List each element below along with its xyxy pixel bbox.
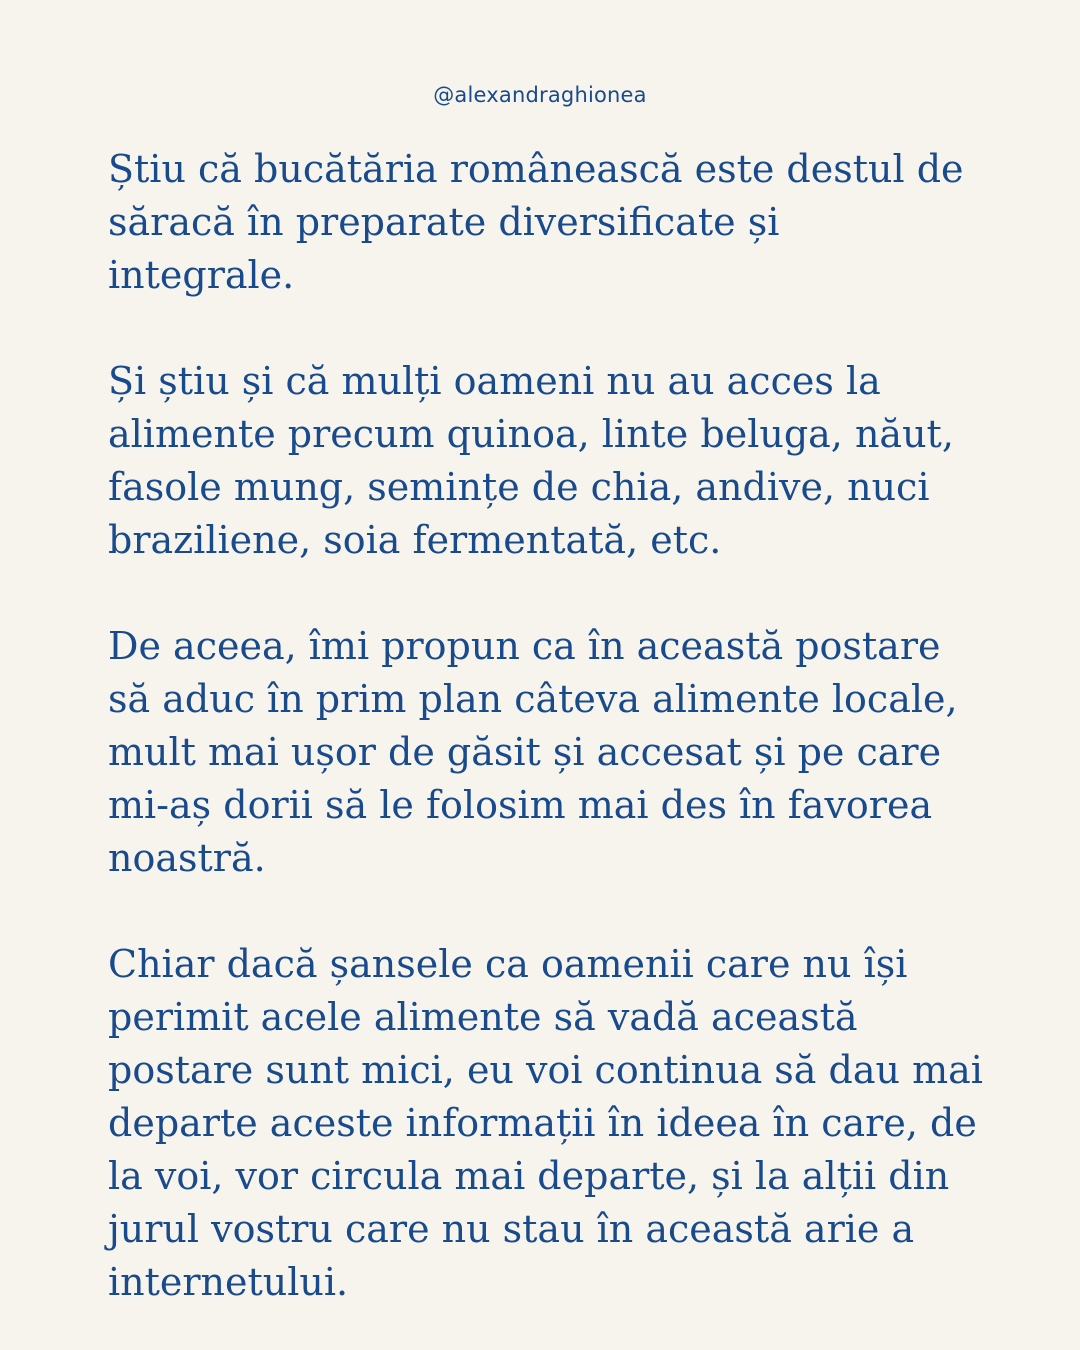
paragraph-4: Chiar dacă șansele ca oamenii care nu își perimit acele alimente să vadă această postare sunt mici, eu voi continua să dau mai departe aceste informații în ideea în care, de la voi, vor circula mai departe, și la alții din jurul vostru care nu stau în această arie a internetului. (108, 942, 983, 1304)
paragraph-3: De aceea, îmi propun ca în această postare să aduc în prim plan câteva alimente locale, mult mai ușor de găsit și accesat și pe care mi-aș dorii să le folosim mai des în favorea noastră. (108, 624, 958, 880)
post-body (108, 143, 988, 1309)
paragraph-2: Și știu și că mulți oameni nu au acces la alimente precum quinoa, linte beluga, năut, fasole mung, semințe de chia, andive, nuci braziliene, soia fermentată, etc. (108, 359, 954, 562)
paragraph-1: Știu că bucătăria românească este destul de săracă în preparate diversificate și integrale. (108, 147, 964, 297)
author-handle: @alexandraghionea (433, 83, 647, 107)
